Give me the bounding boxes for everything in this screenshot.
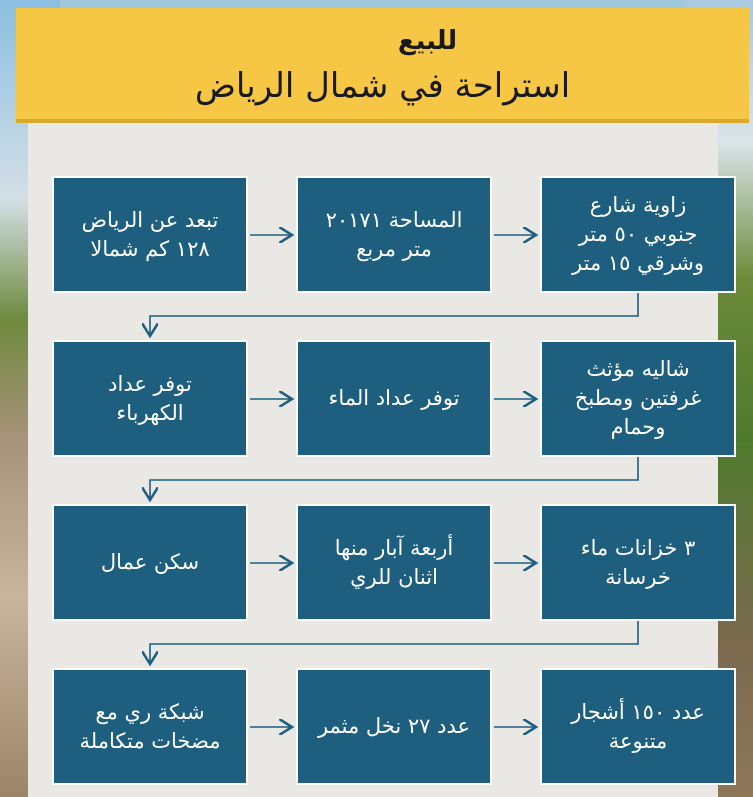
header-for-sale: للبيع: [397, 26, 458, 56]
box-water-meter-text: توفر عداد الماء: [328, 386, 460, 410]
box-water-tanks-text: ٣ خزانات ماء خرسانة: [580, 535, 696, 589]
elbow-r1-r2: [150, 293, 638, 336]
box-electricity-meter-text: توفر عداد الكهرباء: [108, 371, 192, 425]
box-distance-text: تبعد عن الرياض ١٢٨ كم شمالا: [81, 207, 219, 261]
box-chalet-text: شاليه مؤثث غرفتين ومطبخ وحمام: [574, 357, 702, 439]
box-palm-trees-text: عدد ٢٧ نخل مثمر: [317, 714, 471, 738]
box-trees-text: عدد ١٥٠ أشجار متنوعة: [571, 699, 705, 753]
box-area-text: المساحة ٢٠١٧١ متر مربع: [325, 207, 463, 261]
box-corner-street-text: زاوية شارع جنوبي ٥٠ متر وشرقي ١٥ متر: [572, 193, 704, 275]
elbow-r3-r4: [150, 621, 638, 664]
box-wells-text: أربعة آبار منها اثنان للري: [334, 535, 454, 589]
elbow-r2-r3: [150, 457, 638, 500]
box-workers-housing-text: سكن عمال: [100, 550, 200, 574]
header-title: استراحة في شمال الرياض: [194, 66, 571, 106]
box-irrigation-text: شبكة ري مع مضخات متكاملة: [79, 699, 221, 753]
